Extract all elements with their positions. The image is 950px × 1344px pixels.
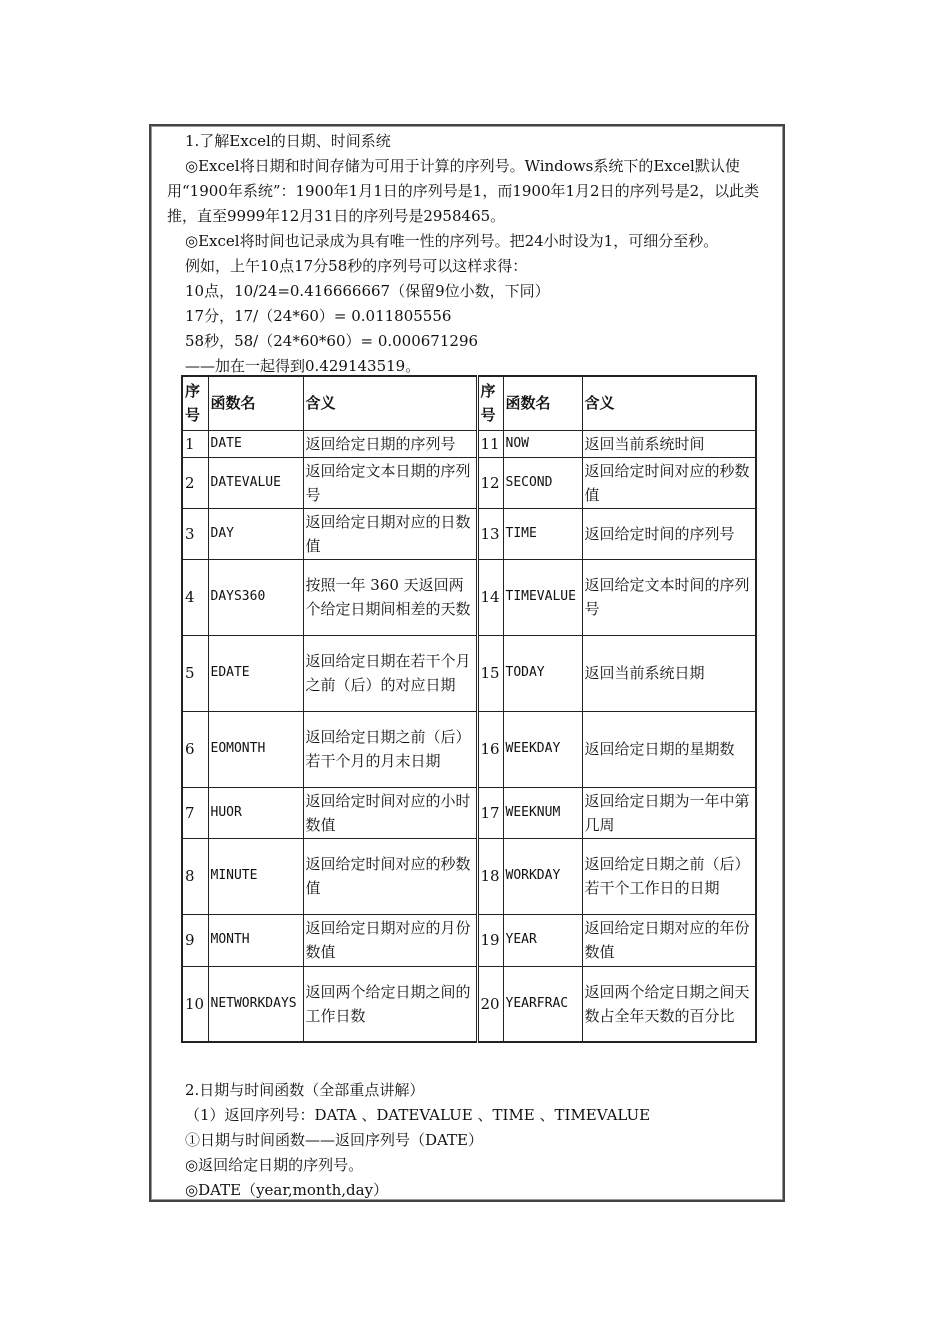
row-no-left: 8 — [182, 838, 208, 914]
row-meaning-right: 返回给定文本时间的序列号 — [582, 559, 756, 635]
row-name-right: TIME — [503, 508, 582, 559]
header-no-2: 序号 — [477, 376, 503, 430]
row-meaning-right: 返回给定日期为一年中第几周 — [582, 787, 756, 838]
row-name-left: MONTH — [208, 914, 303, 966]
section1-para2: ◎Excel将时间也记录成为具有唯一性的序列号。把24小时设为1，可细分至秒。 — [185, 232, 719, 250]
section1-line7: ——加在一起得到0.429143519。 — [185, 357, 421, 375]
row-name-left: DATE — [208, 430, 303, 457]
row-meaning-left: 返回给定时间对应的秒数值 — [303, 838, 477, 914]
row-name-left: DATEVALUE — [208, 457, 303, 508]
row-name-right: NOW — [503, 430, 582, 457]
row-name-left: NETWORKDAYS — [208, 966, 303, 1042]
row-no-left: 5 — [182, 635, 208, 711]
row-name-right: WORKDAY — [503, 838, 582, 914]
row-name-left: MINUTE — [208, 838, 303, 914]
row-meaning-left: 返回给定日期对应的月份数值 — [303, 914, 477, 966]
table-row — [182, 966, 756, 1042]
header-name-2: 函数名 — [503, 376, 582, 430]
row-name-right: WEEKDAY — [503, 711, 582, 787]
row-no-right: 14 — [477, 559, 503, 635]
row-name-left: EDATE — [208, 635, 303, 711]
table-row — [182, 635, 756, 711]
table-row — [182, 787, 756, 838]
row-no-right: 18 — [477, 838, 503, 914]
section2-line2: ①日期与时间函数——返回序列号（DATE） — [185, 1131, 483, 1149]
row-no-right: 20 — [477, 966, 503, 1042]
row-no-left: 3 — [182, 508, 208, 559]
row-no-left: 9 — [182, 914, 208, 966]
table-row — [182, 457, 756, 508]
section1 — [167, 129, 779, 379]
row-no-right: 17 — [477, 787, 503, 838]
row-name-right: YEARFRAC — [503, 966, 582, 1042]
row-name-left: EOMONTH — [208, 711, 303, 787]
row-name-right: TIMEVALUE — [503, 559, 582, 635]
section2-line4: ◎DATE（year,month,day） — [185, 1181, 389, 1199]
table-header-row — [182, 376, 756, 430]
row-meaning-right: 返回给定时间对应的秒数值 — [582, 457, 756, 508]
row-name-right: SECOND — [503, 457, 582, 508]
table-row — [182, 711, 756, 787]
header-name: 函数名 — [208, 376, 303, 430]
row-no-right: 11 — [477, 430, 503, 457]
row-no-left: 7 — [182, 787, 208, 838]
table-row — [182, 430, 756, 457]
section1-line3: 例如，上午10点17分58秒的序列号可以这样求得： — [185, 257, 528, 275]
row-name-right: YEAR — [503, 914, 582, 966]
header-no: 序号 — [182, 376, 208, 430]
row-meaning-left: 返回给定日期之前（后）若干个月的月末日期 — [303, 711, 477, 787]
row-meaning-left: 返回给定日期在若干个月之前（后）的对应日期 — [303, 635, 477, 711]
row-no-left: 2 — [182, 457, 208, 508]
row-no-left: 1 — [182, 430, 208, 457]
table-row — [182, 508, 756, 559]
function-table — [181, 375, 757, 1043]
row-meaning-left: 返回给定文本日期的序列号 — [303, 457, 477, 508]
row-no-right: 12 — [477, 457, 503, 508]
row-name-right: TODAY — [503, 635, 582, 711]
section1-line4: 10点，10/24=0.416666667（保留9位小数，下同） — [185, 282, 550, 300]
row-meaning-left: 返回给定日期的序列号 — [303, 430, 477, 457]
row-meaning-right: 返回当前系统日期 — [582, 635, 756, 711]
row-meaning-right: 返回给定日期的星期数 — [582, 711, 756, 787]
section2-line3: ◎返回给定日期的序列号。 — [185, 1156, 364, 1174]
row-meaning-right: 返回给定日期之前（后）若干个工作日的日期 — [582, 838, 756, 914]
row-no-left: 6 — [182, 711, 208, 787]
header-meaning-2: 含义 — [582, 376, 756, 430]
section1-line5: 17分，17/（24*60）= 0.011805556 — [185, 307, 452, 325]
row-no-right: 15 — [477, 635, 503, 711]
table-row — [182, 914, 756, 966]
table-row — [182, 838, 756, 914]
table-row — [182, 559, 756, 635]
section2-heading: 2.日期与时间函数（全部重点讲解） — [185, 1081, 425, 1099]
row-name-left: HUOR — [208, 787, 303, 838]
row-meaning-left: 返回两个给定日期之间的工作日数 — [303, 966, 477, 1042]
row-meaning-right: 返回两个给定日期之间天数占全年天数的百分比 — [582, 966, 756, 1042]
row-meaning-right: 返回给定日期对应的年份数值 — [582, 914, 756, 966]
section2 — [167, 1078, 779, 1203]
row-meaning-left: 按照一年 360 天返回两个给定日期间相差的天数 — [303, 559, 477, 635]
section1-para1: ◎Excel将日期和时间存储为可用于计算的序列号。Windows系统下的Excel默认使用“1900年系统”：1900年1月1日的序列号是1，而1900年1月2日的序列号是2，以此类推，直至9999年12月31日的序列号是2958465。 — [167, 157, 760, 225]
row-no-right: 16 — [477, 711, 503, 787]
row-no-right: 13 — [477, 508, 503, 559]
row-meaning-left: 返回给定日期对应的日数值 — [303, 508, 477, 559]
row-no-right: 19 — [477, 914, 503, 966]
header-meaning: 含义 — [303, 376, 477, 430]
row-meaning-right: 返回给定时间的序列号 — [582, 508, 756, 559]
row-no-left: 10 — [182, 966, 208, 1042]
section2-line1: （1）返回序列号：DATA 、DATEVALUE 、TIME 、TIMEVALUE — [185, 1106, 651, 1124]
row-meaning-left: 返回给定时间对应的小时数值 — [303, 787, 477, 838]
row-meaning-right: 返回当前系统时间 — [582, 430, 756, 457]
row-name-left: DAY — [208, 508, 303, 559]
section1-heading: 1.了解Excel的日期、时间系统 — [185, 132, 391, 150]
row-name-left: DAYS360 — [208, 559, 303, 635]
section1-line6: 58秒，58/（24*60*60）= 0.000671296 — [185, 332, 479, 350]
row-name-right: WEEKNUM — [503, 787, 582, 838]
row-no-left: 4 — [182, 559, 208, 635]
